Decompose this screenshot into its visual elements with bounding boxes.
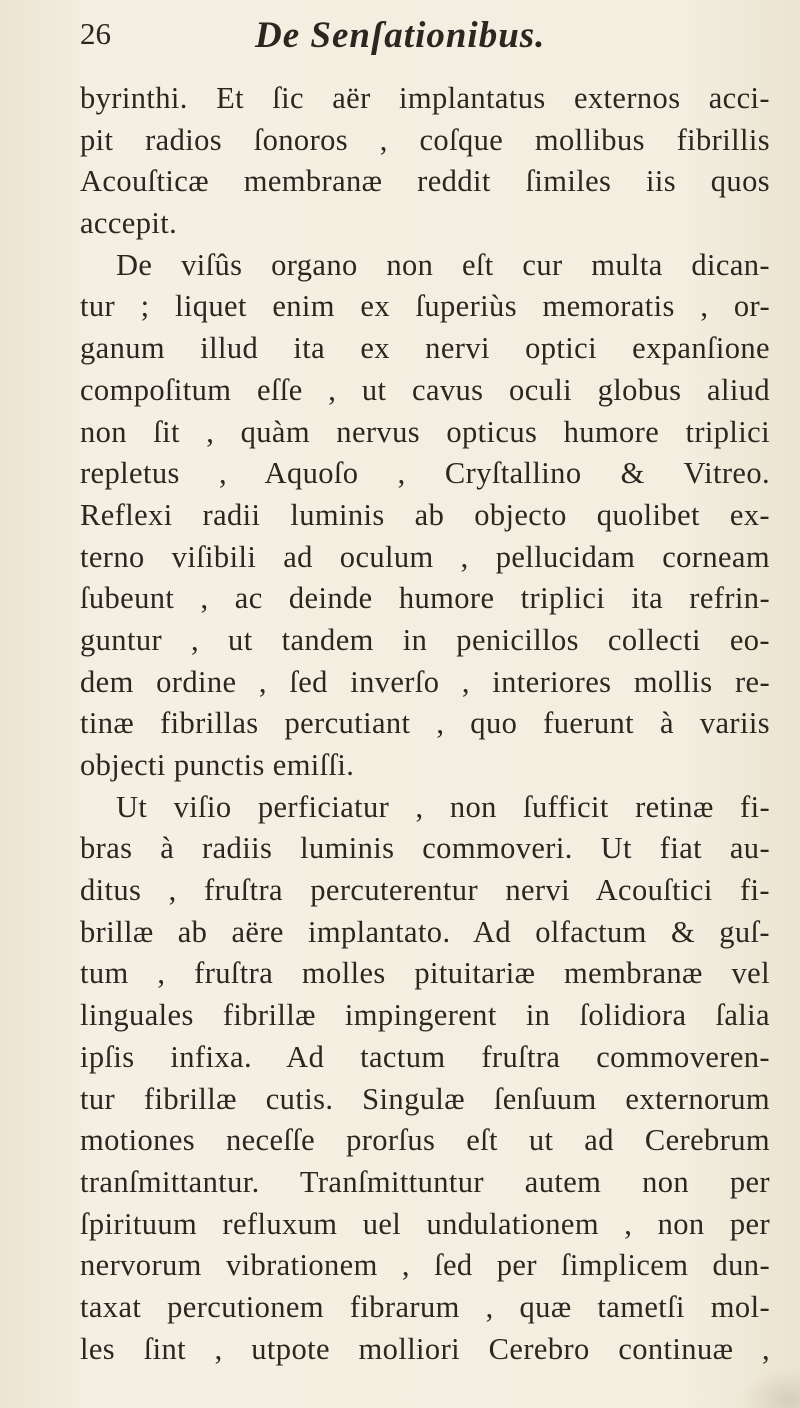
text-line: linguales fibrillæ impingerent in ſolidiora ſalia <box>80 998 770 1033</box>
text-line: non ſit , quàm nervus opticus humore triplici <box>80 414 770 449</box>
text-line: repletus , Aquoſo , Cryſtallino & Vitreo. <box>80 456 770 491</box>
text-line: les ſint , utpote molliori Cerebro continuæ , <box>80 1331 770 1366</box>
text-line: tinæ fibrillas percutiant , quo fuerunt à variis <box>80 706 770 741</box>
text-line: terno viſibili ad oculum , pellucidam corneam <box>80 539 770 574</box>
text-line: compoſitum eſſe , ut cavus oculi globus aliud <box>80 372 770 407</box>
running-title: De Senſationibus. <box>255 15 546 56</box>
text-line: taxat percutionem fibrarum , quæ tametſi mol- <box>80 1289 770 1324</box>
text-line: Acouſticæ membranæ reddit ſimiles iis quos <box>80 164 770 199</box>
text-line: Ut viſio perficiatur , non ſufficit retinæ fi- <box>116 789 770 824</box>
text-line: tur fibrillæ cutis. Singulæ ſenſuum externorum <box>80 1081 770 1116</box>
text-line: tur ; liquet enim ex ſuperiùs memoratis , or- <box>80 289 770 324</box>
text-line: pit radios ſonoros , coſque mollibus fibrillis <box>80 122 770 157</box>
text-line: dem ordine , ſed inverſo , interiores mollis re- <box>80 664 770 699</box>
page-number: 26 <box>80 16 111 51</box>
text-line: byrinthi. Et ſic aër implantatus externos acci- <box>80 81 770 115</box>
text-line: tum , fruſtra molles pituitariæ membranæ vel <box>80 956 770 991</box>
body-text <box>80 78 770 1370</box>
text-line: motiones neceſſe prorſus eſt ut ad Cerebrum <box>80 1123 770 1158</box>
text-line: bras à radiis luminis commoveri. Ut fiat au- <box>80 831 770 866</box>
page-header <box>80 14 780 74</box>
text-line: ipſis infixa. Ad tactum fruſtra commoveren- <box>80 1039 770 1074</box>
text-line: ganum illud ita ex nervi optici expanſione <box>80 331 770 366</box>
text-line: Reflexi radii luminis ab objecto quolibet ex- <box>80 497 770 532</box>
text-line: objecti punctis emiſſi. <box>80 748 355 782</box>
text-line: nervorum vibrationem , ſed per ſimplicem dun- <box>80 1248 770 1283</box>
text-line: tranſmittantur. Tranſmittuntur autem non per <box>80 1164 770 1199</box>
page-stain <box>740 1368 800 1408</box>
text-line: accepit. <box>80 206 178 241</box>
text-line: ſpirituum refluxum uel undulationem , non per <box>80 1206 770 1241</box>
text-line: brillæ ab aëre implantato. Ad olfactum & guſ- <box>80 914 770 949</box>
text-line: guntur , ut tandem in penicillos collecti eo- <box>80 622 770 657</box>
text-line: ditus , fruſtra percuterentur nervi Acouſtici fi- <box>80 873 770 908</box>
text-line: ſubeunt , ac deinde humore triplici ita refrin- <box>80 581 770 616</box>
text-line: De viſûs organo non eſt cur multa dican- <box>116 247 770 282</box>
